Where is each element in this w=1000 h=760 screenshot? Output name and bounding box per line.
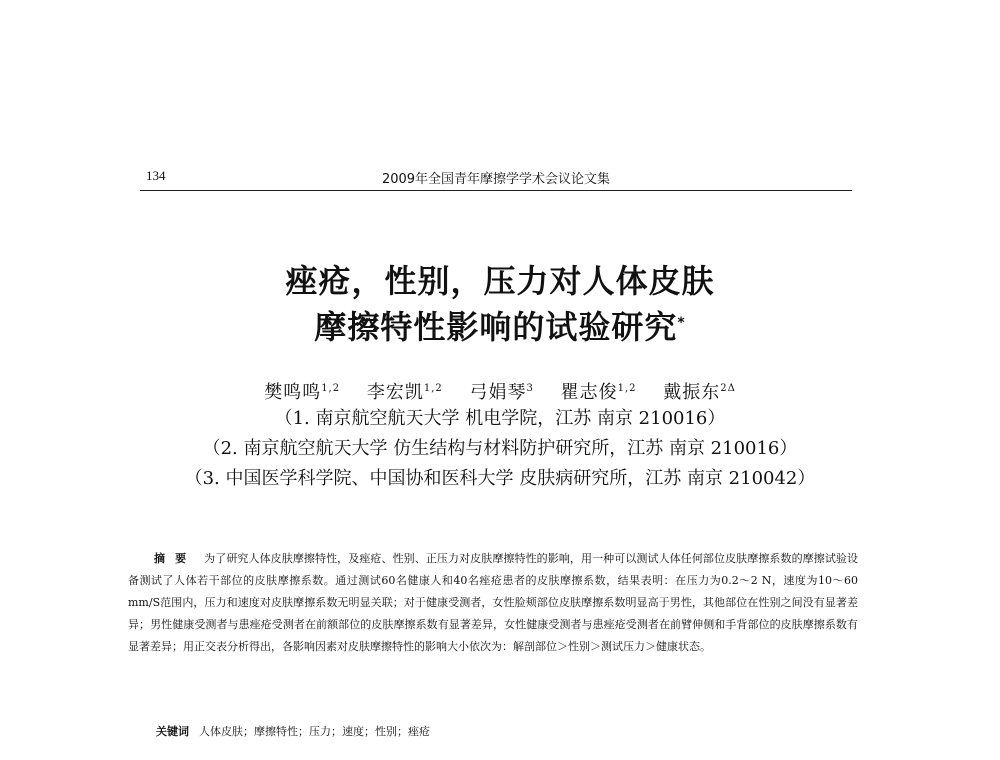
author-affiliation-mark: 3 [526, 383, 534, 394]
abstract [128, 548, 858, 658]
author [469, 382, 533, 403]
abstract-text: 为了研究人体皮肤摩擦特性，及痤疮、性别、正压力对皮肤摩擦特性的影响，用一种可以测试人体任何部位皮肤摩擦系数的摩擦试验设备测试了人体若干部位的皮肤摩擦系数。通过测试60名健康人和40名痤疮患者的皮肤摩擦系数，结果表明：在压力为0.2～2 N，速度为10～60 mm/S范围内，压力和速度对皮肤摩擦系数无明显关联；对于健康受测者，女性脸颊部位皮肤摩擦系数明显高于男性，其他部位在性别之间没有显著差异；男性健康受测者与患痤疮受测者在前额部位的皮肤摩擦系数有显著差异，女性健康受测者与患痤疮受测者在前臂伸侧和手背部位的皮肤摩擦系数有显著差异；用正交表分析得出，各影响因素对皮肤摩擦特性的影响大小依次为：解剖部位＞性别＞测试压力＞健康状态。 [128, 552, 859, 653]
author-affiliation-mark: 1,2 [423, 383, 443, 394]
keywords [156, 723, 430, 739]
paper-title [0, 258, 1000, 350]
title-line-2 [0, 304, 1000, 350]
author-name: 樊鸣鸣 [264, 382, 322, 403]
title-footnote-mark: * [677, 315, 686, 331]
author [561, 382, 637, 403]
author-list [0, 378, 1000, 404]
running-title: 2009年全国青年摩擦学学术会议论文集 [381, 172, 611, 187]
affiliation: （3. 中国医学科学院、中国协和医科大学 皮肤病研究所，江苏 南京 210042） [184, 468, 816, 489]
author-name: 弓娟琴 [469, 382, 527, 403]
author-affiliation-mark: 1,2 [617, 383, 637, 394]
author [367, 382, 443, 403]
keywords-label: 关键词 [156, 725, 189, 738]
author-affiliation-mark: 1,2 [321, 383, 341, 394]
affiliation-list [0, 404, 1000, 494]
author [264, 382, 340, 403]
page-number: 134 [146, 168, 166, 183]
page-header [140, 166, 852, 191]
affiliation: （1. 南京航空航天大学 机电学院，江苏 南京 210016） [274, 408, 726, 429]
author-name: 李宏凯 [366, 382, 424, 403]
title-line-1: 痤疮，性别，压力对人体皮肤 [285, 262, 715, 300]
affiliation: （2. 南京航空航天大学 仿生结构与材料防护研究所，江苏 南京 210016） [202, 438, 798, 459]
author [663, 382, 736, 403]
author-name: 瞿志俊 [560, 382, 618, 403]
title-line-2-text: 摩擦特性影响的试验研究 [314, 308, 678, 346]
author-affiliation-mark: 2Δ [720, 383, 736, 394]
abstract-label: 摘要 [154, 552, 197, 565]
keywords-text: 人体皮肤；摩擦特性；压力；速度；性别；痤疮 [199, 725, 430, 738]
author-name: 戴振东 [663, 382, 721, 403]
